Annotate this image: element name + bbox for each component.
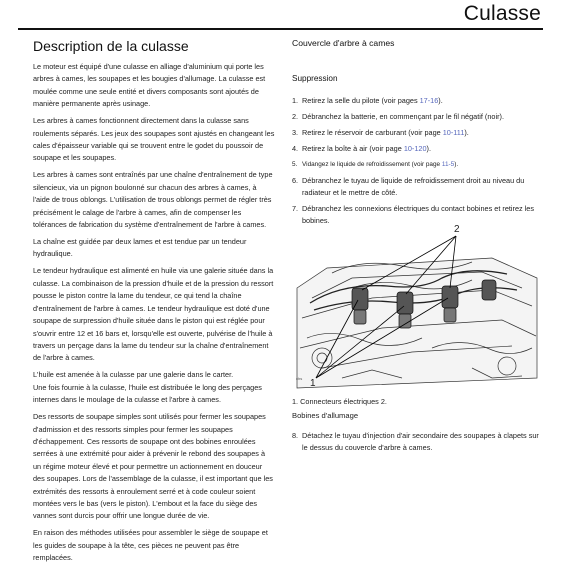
engine-coils-figure — [292, 224, 542, 394]
paragraph: Une fois fournie à la culasse, l'huile est distribuée le long des perçages internes dans le moulage de la culasse et l'arbre à cames. — [33, 382, 262, 405]
paragraph: Les arbres à cames fonctionnent directement dans la culasse sans roulements séparés. Les jeux des soupapes sont ajustés en changeant les cales d'épaisseur variable qui se trouvent entre le godet du poussoir de soupape et les soupapes. — [33, 116, 275, 163]
figure-caption: 1. Connecteurs électriques 2. — [292, 397, 387, 407]
paragraph: Le moteur est équipé d'une culasse en alliage d'aluminium qui porte les arbres à cames, les soupapes et les bougies d'allumage. La culasse est moulée comme une seule entité et divers composants sont ajoutés de manière permanente après usinage. — [33, 62, 266, 109]
right-column — [292, 38, 542, 458]
step-item: 1. Retirez la selle du pilote (voir pages 17-16). — [292, 96, 443, 105]
figure-label-2: 2 — [454, 224, 460, 236]
paragraph: Les arbres à cames sont entraînés par une chaîne d'entraînement de type silencieux, via un pignon boulonné sur chacun des arbres à cames, à l'aide de trous oblongs. L'utilisation de trous oblongs permet de régler très précisément le calage de l'arbre à cames, afin de compenser les tolérances de fabrication du système d'entraînement de l'arbre à cames. — [33, 170, 273, 230]
figure-label-1: 1 — [310, 378, 316, 390]
step-item: 2. Débranchez la batterie, en commençant par le fil négatif (noir). — [292, 112, 504, 122]
page-header-title: Culasse — [463, 2, 541, 25]
figure-caption: Bobines d'allumage — [292, 411, 359, 421]
page-ref-link[interactable]: 10-120 — [403, 144, 427, 154]
paragraph: La chaîne est guidée par deux lames et est tendue par un tendeur hydraulique. — [33, 237, 247, 259]
paragraph: L'huile est amenée à la culasse par une galerie dans le carter. — [33, 370, 234, 380]
removal-steps — [292, 95, 542, 226]
section-heading-camshaft-cover: Couvercle d'arbre à cames — [292, 38, 395, 48]
section-heading-description: Description de la culasse — [33, 38, 189, 54]
subheading-removal: Suppression — [292, 74, 338, 83]
left-column — [33, 38, 275, 569]
page-ref-link[interactable]: 17-16 — [419, 96, 439, 105]
step-item: 4. Retirez la boîte à air (voir page 10-120). — [292, 144, 432, 154]
step-item: 6. Débranchez le tuyau de liquide de refroidissement droit au niveau du radiateur et le mettre de côté. — [292, 176, 525, 197]
header-rule — [18, 28, 543, 30]
paragraph: Le tendeur hydraulique est alimenté en huile via une galerie située dans la culasse. La combinaison de la pression d'huile et de la pression du ressort pousse le piston contre la lame du tendeur, ce qui tend la chaîne d'entraînement de l'arbre à cames. Le tendeur hydraulique est doté d'une soupape de surpression d'huile située dans le piston qui est réglée pour s'ouvrir entre 12 et 16 bars et, lorsqu'elle est ouverte, pulvérise de l'huile à travers un perçage dans la lame du tendeur sur la chaîne d'entraînement de l'arbre à cames. — [33, 266, 274, 363]
page-ref-link[interactable]: 10-111 — [442, 128, 465, 138]
step-item: 7. Débranchez les connexions électriques du contact bobines et retirez les bobines. — [292, 204, 535, 225]
step-item: 5. Vidangez le liquide de refroidissement (voir page 11-5). — [292, 161, 459, 169]
engine-illustration — [292, 228, 542, 394]
removal-steps-continued — [292, 430, 542, 453]
paragraph: Des ressorts de soupape simples sont utilisés pour fermer les soupapes d'admission et des ressorts simples pour fermer les soupapes d'échappement. Ces ressorts de soupape ont des bobines enroulées serrées à une extrémité pour aider à prévenir le rebond des soupapes à un régime moteur élevé et pour permettre un actionnement en douceur des soupapes. Lors de l'assemblage de la culasse, il est important que les extrémités des ressorts à enroulement serré et à code couleur soient montées vers le bas (vers le piston). L'embout et la face du siège des vannes sont durcis pour offrir une longue durée de vie. — [33, 412, 273, 521]
paragraph: En raison des méthodes utilisées pour assembler le siège de soupape et les guides de soupape à la tête, ces pièces ne peuvent pas être remplacées. — [33, 528, 268, 563]
page-ref-link[interactable]: 11-5 — [441, 161, 455, 169]
figure-code: chs — [296, 376, 303, 382]
step-item: 3. Retirez le réservoir de carburant (voir page 10-111). — [292, 128, 469, 138]
step-item: 8. Détachez le tuyau d'injection d'air secondaire des soupapes à clapets sur le dessus du couvercle d'arbre à cames. — [292, 431, 539, 452]
